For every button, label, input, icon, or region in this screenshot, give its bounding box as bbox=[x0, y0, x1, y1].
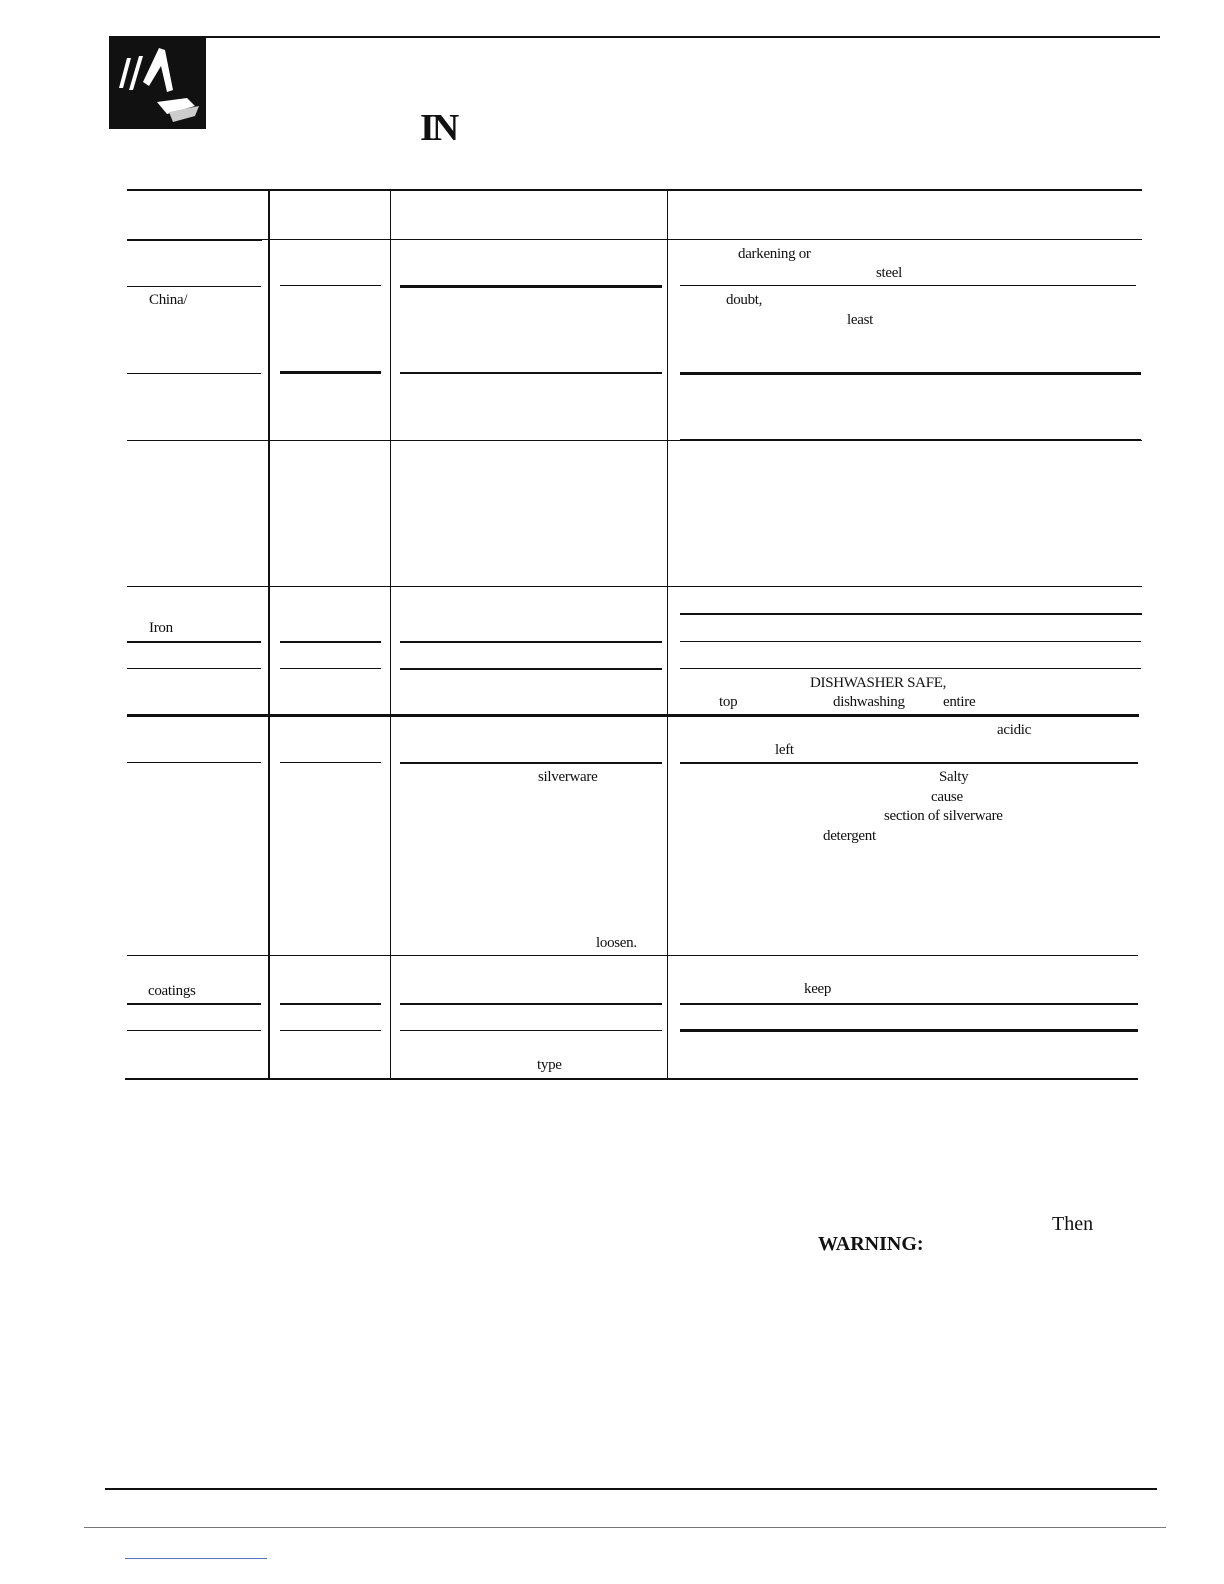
top-rule bbox=[206, 36, 1160, 38]
note-keep: keep bbox=[804, 981, 832, 997]
material-iron: Iron bbox=[149, 620, 173, 636]
note-steel: steel bbox=[876, 265, 902, 281]
note-section-silverware: section of silverware bbox=[884, 808, 1003, 824]
note-acidic: acidic bbox=[997, 722, 1032, 738]
note-darkening: darkening or bbox=[738, 246, 811, 262]
footnote-rule bbox=[125, 1558, 267, 1559]
body-text-then: Then bbox=[1052, 1213, 1094, 1235]
material-china: China/ bbox=[149, 292, 188, 308]
method-silverware: silverware bbox=[538, 769, 598, 785]
material-coatings: coatings bbox=[148, 983, 196, 999]
note-salty: Salty bbox=[939, 769, 969, 785]
note-doubt: doubt, bbox=[726, 292, 763, 308]
page-bottom-rule bbox=[84, 1527, 1166, 1528]
note-left: left bbox=[775, 742, 794, 758]
page-heading: IN bbox=[420, 107, 457, 149]
note-least: least bbox=[847, 312, 873, 328]
note-detergent: detergent bbox=[823, 828, 876, 844]
note-dishwashing: dishwashing bbox=[833, 694, 905, 710]
footer-rule bbox=[105, 1488, 1157, 1490]
note-cause: cause bbox=[931, 789, 963, 805]
warning-label: WARNING: bbox=[818, 1233, 924, 1255]
note-dishwasher-safe: DISHWASHER SAFE, bbox=[810, 675, 947, 691]
hand-press-icon bbox=[109, 36, 206, 129]
note-entire: entire bbox=[943, 694, 976, 710]
method-loosen: loosen. bbox=[596, 935, 637, 951]
method-type: type bbox=[537, 1057, 562, 1073]
note-top: top bbox=[719, 694, 738, 710]
